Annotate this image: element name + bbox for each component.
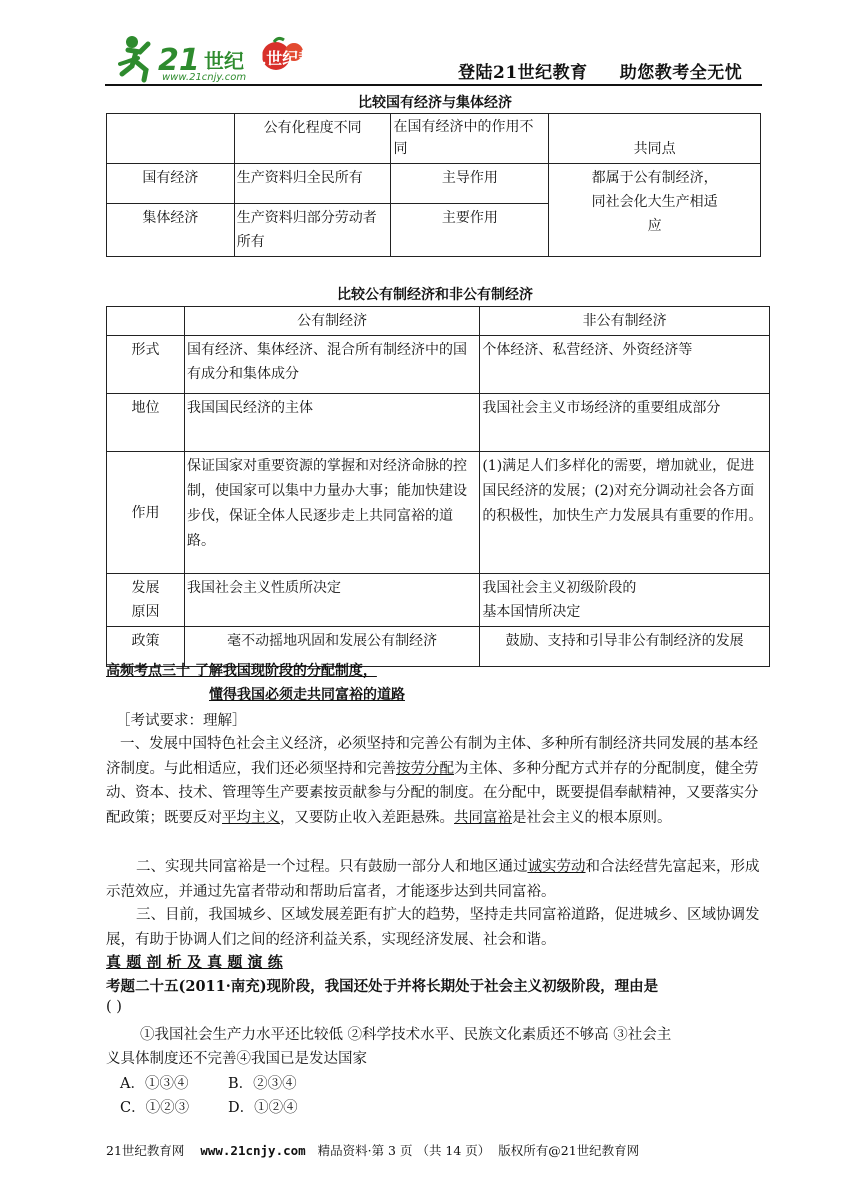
p2-text-b: 和合法经营先富起来，形成示范效应，并通过先富者带动和帮助后富者，才能逐步达到共同富裕。	[106, 859, 760, 900]
table2-row-nonpublic: 个体经济、私营经济、外资经济等	[480, 336, 770, 394]
table1-common-cell: 都属于公有制经济，同社会化大生产相适应	[549, 164, 761, 257]
table1-header-common: 共同点	[549, 114, 761, 164]
paragraph-3: 三、目前，我国城乡、区域发展差距有扩大的趋势，坚持走共同富裕道路，促进城乡、区域协调发展，有助于协调人们之间的经济利益关系，实现经济发展、社会和谐。	[106, 907, 760, 948]
table1-row-role: 主导作用	[391, 164, 549, 204]
footer-url[interactable]: www.21cnjy.com	[200, 1143, 306, 1158]
choice-b[interactable]: B．②③④	[228, 1076, 297, 1092]
table2-row-public: 我国国民经济的主体	[184, 394, 479, 452]
exam-requirement: ［考试要求：理解］	[116, 713, 247, 729]
table1-header-degree: 公有化程度不同	[234, 114, 391, 164]
public-vs-nonpublic-table	[106, 306, 770, 667]
p1-underline-labor: 按劳分配	[396, 760, 454, 777]
table1-row-name: 集体经济	[107, 204, 235, 257]
header-slogan	[458, 58, 742, 83]
table2-row-public: 保证国家对重要资源的掌握和对经济命脉的控制，使国家可以集中力量办大事；能加快建设步伐，保证全体人民逐步走上共同富裕的道路。	[184, 452, 479, 574]
table1-row-degree: 生产资料归部分劳动者所有	[234, 204, 391, 257]
choice-d[interactable]: D．①②④	[228, 1100, 298, 1116]
slogan-right: 助您教考全无忧	[619, 63, 743, 83]
table2-row-public: 我国社会主义性质所决定	[184, 574, 479, 627]
table2-row-nonpublic: 鼓励、支持和引导非公有制经济的发展	[480, 627, 770, 667]
section-title-line2: 懂得我国必须走共同富裕的道路	[209, 687, 405, 703]
table2-row-label: 政策	[107, 627, 185, 667]
logo-text: 21世纪教育	[244, 49, 331, 68]
table1-row-name: 国有经济	[107, 164, 235, 204]
table2-row-public: 国有经济、集体经济、混合所有制经济中的国有成分和集体成分	[184, 336, 479, 394]
table2-row-nonpublic: 我国社会主义市场经济的重要组成部分	[480, 394, 770, 452]
section-title-line1: 高频考点三十 了解我国现阶段的分配制度，	[106, 663, 377, 679]
svg-text:21: 21	[158, 43, 200, 78]
table2-header-empty	[107, 307, 185, 336]
question-line1: 考题二十五(2011·南充)现阶段，我国还处于并将长期处于社会主义初级阶段，理由是	[106, 978, 659, 995]
p2-text-a: 二、实现共同富裕是一个过程。只有鼓励一部分人和地区通过	[136, 859, 528, 875]
state-vs-collective-table	[106, 113, 761, 257]
table1-row-degree: 生产资料归全民所有	[234, 164, 391, 204]
page-footer	[106, 1141, 639, 1159]
table2-row-label: 地位	[107, 394, 185, 452]
question-options-line1: ①我国社会生产力水平还比较低 ②科学技术水平、民族文化素质还不够高 ③社会主	[140, 1027, 672, 1043]
table2-row-nonpublic: (1)满足人们多样化的需要，增加就业，促进国民经济的发展；(2)对充分调动社会各方面的积极性，加快生产力发展具有重要的作用。	[480, 452, 770, 574]
table1-row-role: 主要作用	[391, 204, 549, 257]
table1-header-empty	[107, 114, 235, 164]
p1-text-a: 一、发展中国特色社会主义经济，必须坚持和完善公有制为主体、多种所有制经济共同发展的基本经济制度。与此相适应，我们还必须坚持和完善	[106, 736, 758, 777]
footer-page-info: 精品资料·第 3 页 （共 14 页）	[317, 1143, 491, 1158]
table2-row-label: 形式	[107, 336, 185, 394]
table2-row-label: 作用	[107, 452, 185, 574]
question-stem	[106, 975, 658, 996]
table1-caption: 比较国有经济与集体经济	[358, 95, 512, 111]
p1-underline-prosperity: 共同富裕	[454, 809, 512, 826]
p1-text-c: ，又要防止收入差距悬殊。	[280, 809, 454, 826]
p2-underline-labor: 诚实劳动	[527, 859, 586, 875]
table2-row-public: 毫不动摇地巩固和发展公有制经济	[184, 627, 479, 667]
table2-header-nonpublic: 非公有制经济	[480, 307, 770, 336]
table2-caption: 比较公有制经济和非公有制经济	[337, 287, 533, 303]
exam-heading: 真 题 剖 析 及 真 题 演 练	[106, 953, 283, 971]
choice-c[interactable]: C．①②③	[120, 1100, 190, 1116]
p1-text-d: 是社会主义的根本原则。	[512, 809, 672, 826]
p1-text-b: 为主体、多种分配方式并存的分配制度，健全劳动、资本、技术、管理等生产要素按贡献参与分配的制度。在分配中，既要提倡奉献精神，又要落实分配政策；既要反对	[106, 760, 759, 826]
question-bracket: ( )	[106, 999, 122, 1015]
table1-header-role: 在国有经济中的作用不同	[391, 114, 549, 164]
p1-underline-egalitarian: 平均主义	[222, 809, 280, 826]
footer-site: 21世纪教育网	[106, 1143, 185, 1158]
slogan-left: 登陆21世纪教育	[458, 63, 588, 83]
paragraph-2	[106, 855, 761, 904]
logo-url: www.21cnjy.com	[162, 72, 247, 83]
paragraph-1	[106, 732, 761, 830]
question-options-line2: 义具体制度还不完善④我国已是发达国家	[106, 1051, 367, 1067]
site-logo[interactable]	[118, 28, 331, 88]
table2-row-label: 发展原因	[107, 574, 185, 627]
table2-row-nonpublic: 我国社会主义初级阶段的基本国情所决定	[480, 574, 770, 627]
choice-a[interactable]: A．①③④	[120, 1076, 189, 1092]
table2-header-public: 公有制经济	[184, 307, 479, 336]
header-divider	[105, 84, 762, 86]
svg-text:世纪: 世纪	[204, 49, 244, 73]
footer-copyright: 版权所有@21世纪教育网	[498, 1143, 640, 1158]
